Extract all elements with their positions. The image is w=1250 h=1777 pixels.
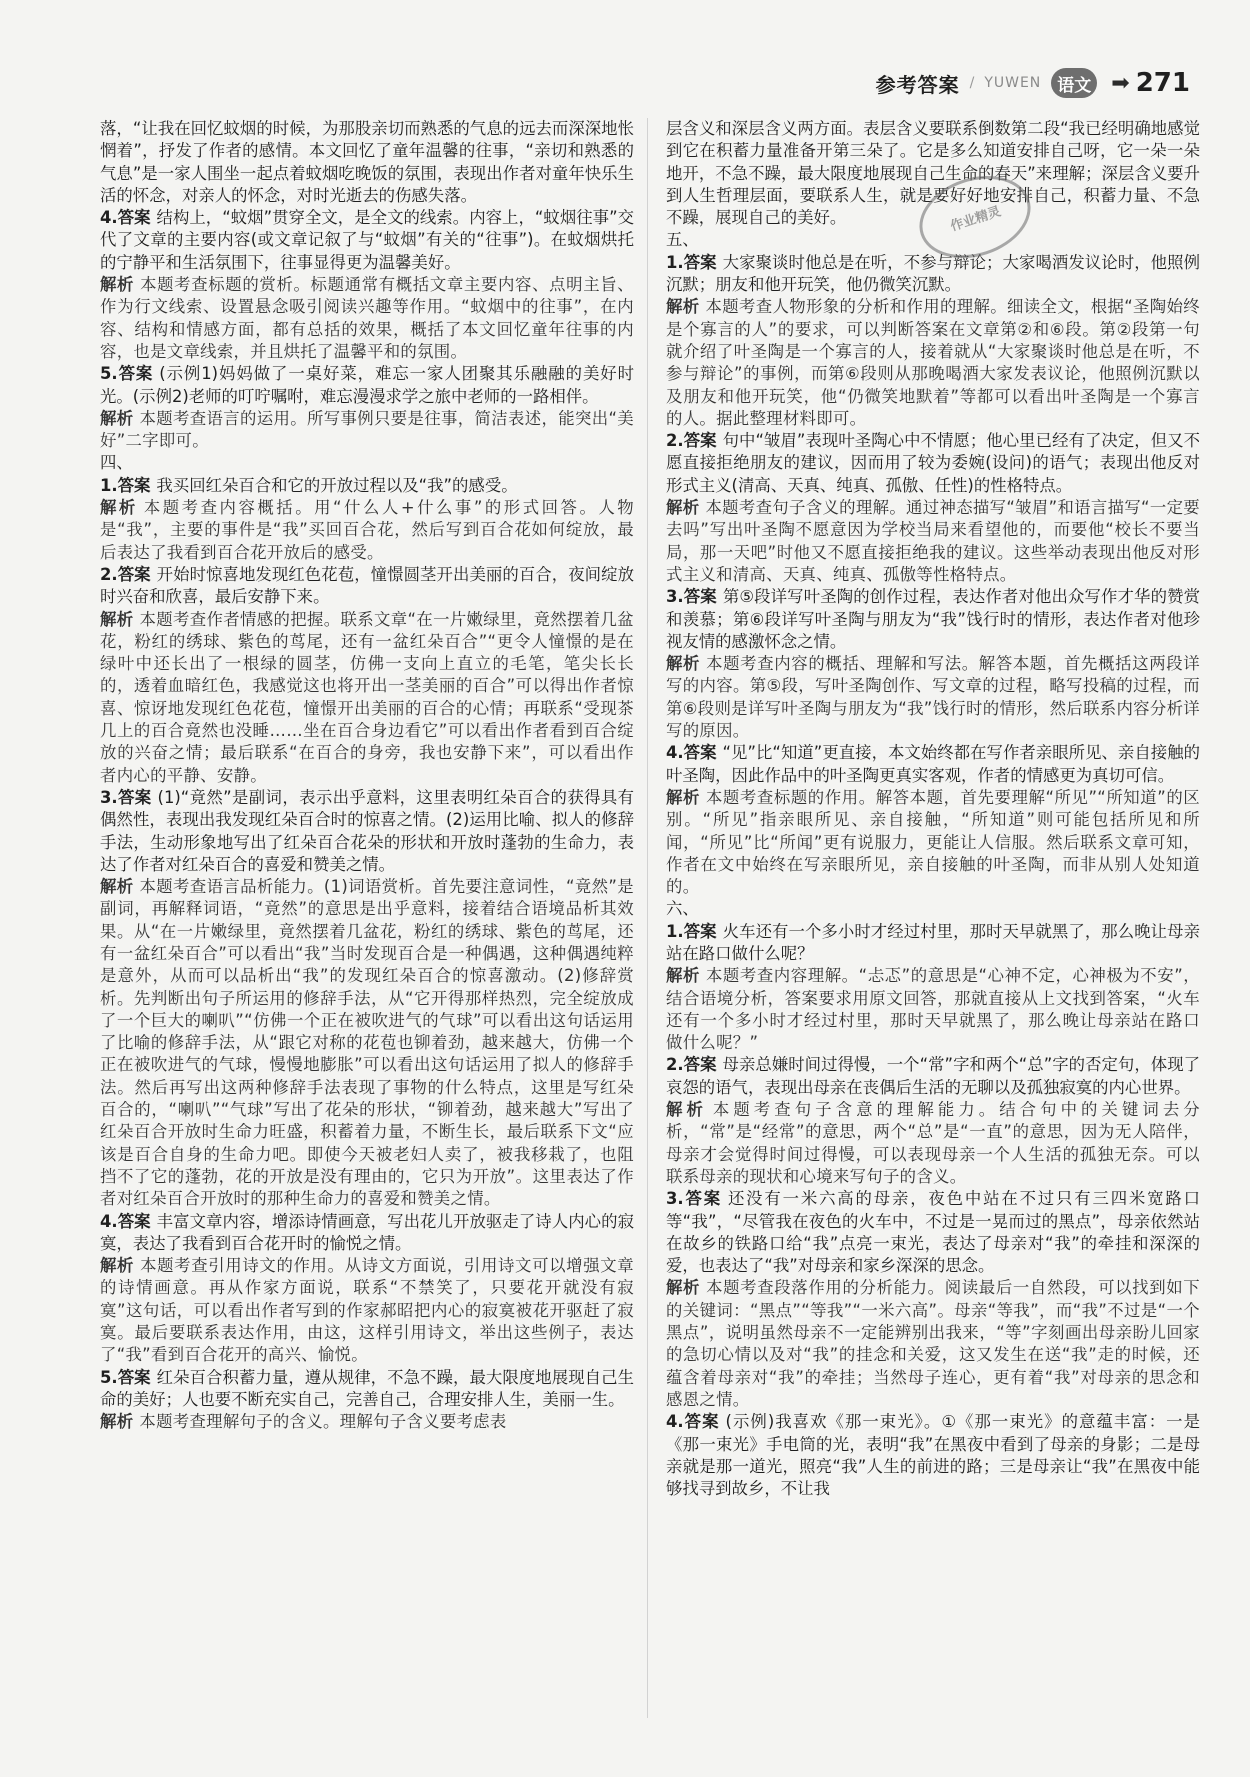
header-separator: / xyxy=(969,75,975,91)
question-5: 5.答案 (示例1)妈妈做了一桌好菜，难忘一家人团聚其乐融融的美好时光。(示例2)老师的叮咛嘱咐，难忘漫漫求学之旅中老师的一路相伴。 xyxy=(100,364,635,406)
s4-question-5-analysis: 解析 本题考查理解句子的含义。理解句子含义要考虑表 xyxy=(100,1412,507,1432)
s4-question-4-analysis: 解析 本题考查引用诗文的作用。从诗文方面说，引用诗文可以增强文章的诗情画意。再从作家方面说，联系“不禁笑了，只要花开就没有寂寞”这句话，可以看出作者写到的作家郝昭把内心的寂寞被花开驱赶了寂寞。最后要联系表达作用，由这，这样引用诗文，举出这些例子，表达了“我”看到百合花开的高兴、愉悦。 xyxy=(100,1256,634,1365)
right-column xyxy=(666,118,1200,1500)
s6-question-1-analysis: 解析 本题考查内容理解。“忐忑”的意思是“心神不定，心神极为不安”，结合语境分析，答案要求用原文回答，那就直接从上文找到答案，“火车还有一个多小时才经过村里，那时天早就黑了，那么晚让母亲站在路口做什么呢？” xyxy=(666,966,1200,1053)
s4-question-2: 2.答案 开始时惊喜地发现红色花苞，憧憬圆茎开出美丽的百合，夜间绽放时兴奋和欣喜，最后安静下来。 xyxy=(100,564,634,607)
s4-question-3: 3.答案 (1)“竟然”是副词，表示出乎意料，这里表明红朵百合的获得具有偶然性，表现出我发现红朵百合时的惊喜之情。(2)运用比喻、拟人的修辞手法，生动形象地写出了红朵百合花朵的形状和开放时蓬勃的生命力，表达了作者对红朵百合的喜爱和赞美之情。 xyxy=(100,787,634,874)
s4-question-3-analysis: 解析 本题考查语言品析能力。(1)词语赏析。首先要注意词性，“竟然”是副词，再解释词语，“竟然”的意思是出乎意料，接着结合语境品析其效果。从“在一片嫩绿里，竟然摆着几盆花，粉红的绣球、紫色的茑尾，还有一盆红朵百合”可以看出“我”当时发现百合是一种偶遇，这种偶遇纯粹是意外，从而可以品析出“我”的发现红朵百合的惊喜激动。(2)修辞赏析。先判断出句子所运用的修辞手法，从“它开得那样热烈，完全绽放成了一个巨大的喇叭”“仿佛一个正在被吹进气的气球”可以看出这句话运用了比喻的修辞手法，从“跟它对称的花苞也铆着劲，越来越大，仿佛一个正在被吹进气的气球，慢慢地膨胀”可以看出这句话运用了拟人的修辞手法。然后再写出这两种修辞手法表现了事物的什么特点，这里是写红朵百合的，“喇叭”“气球”写出了花朵的形状，“铆着劲，越来越大”写出了红朵百合开放时生命力旺盛，积蓄着力量，不断生长，最后联系下文“应该是百合自身的生命力吧。即使今天被老妇人卖了，被我移栽了，也阻挡不了它的蓬勃，花的开放是没有理由的，它只为开放”。这里表达了作者对红朵百合开放时的那种生命力的喜爱和赞美之情。 xyxy=(100,877,634,1209)
column-divider xyxy=(647,118,648,1718)
s6-question-2: 2.答案 母亲总嫌时间过得慢，一个“常”字和两个“总”字的否定句，体现了哀怨的语气，表现出母亲在丧偶后生活的无聊以及孤独寂寞的内心世界。 xyxy=(666,1055,1201,1097)
s5-question-3: 3.答案 第⑤段详写叶圣陶的创作过程，表达作者对他出众写作才华的赞赏和羡慕；第⑥段详写叶圣陶与朋友为“我”饯行时的情形，表达作者对他珍视友情的感激怀念之情。 xyxy=(666,587,1200,651)
section-4-heading: 四、 xyxy=(100,453,133,473)
s4-question-1: 1.答案 我买回红朵百合和它的开放过程以及“我”的感受。 xyxy=(100,475,518,495)
header-title: 参考答案 xyxy=(875,72,960,97)
s5-question-2: 2.答案 句中“皱眉”表现叶圣陶心中不情愿；他心里已经有了决定，但又不愿直接拒绝朋友的建议，因而用了较为委婉(设问)的语气；表现出他反对形式主义(清高、天真、纯真、孤傲、任性)的性格特点。 xyxy=(666,431,1200,495)
left-intro: 落，“让我在回忆蚊烟的时候，为那股亲切而熟悉的气息的远去而深深地怅惘着”，抒发了作者的感情。本文回忆了童年温馨的往事，“亲切和熟悉的气息”是一家人围坐一起点着蚊烟吃晚饭的氛围，表现出作者对童年快乐生活的怀念，对亲人的怀念，对时光逝去的伤感失落。 xyxy=(100,119,634,205)
s6-question-4: 4.答案 (示例)我喜欢《那一束光》。①《那一束光》的意蕴丰富：一是《那一束光》手电筒的光，表明“我”在黑夜中看到了母亲的身影；二是母亲就是那一道光，照亮“我”人生的前进的路；三是母亲让“我”在黑夜中能够找寻到故乡，不让我 xyxy=(666,1412,1200,1499)
page-header xyxy=(876,66,1190,100)
question-4: 4.答案 结构上，“蚊烟”贯穿全文，是全文的线索。内容上，“蚊烟往事”交代了文章的主要内容(或文章记叙了与“蚊烟”有关的“往事”)。在蚊烟烘托的宁静平和生活氛围下，往事显得更为温馨美好。 xyxy=(100,208,635,272)
header-english: YUWEN xyxy=(984,75,1042,91)
watermark-stamp: 作业精灵 xyxy=(909,162,1042,271)
question-4-analysis: 解析 本题考查标题的赏析。标题通常有概括文章主要内容、点明主旨、作为行文线索、设置悬念吸引阅读兴趣等作用。“蚊烟中的往事”，在内容、结构和情感方面，都有总括的效果，概括了本文回忆童年往事的内容，也是文章线索，并且烘托了温馨平和的氛围。 xyxy=(100,275,634,361)
s5-question-3-analysis: 解析 本题考查内容的概括、理解和写法。解答本题，首先概括这两段详写的内容。第⑤段，写叶圣陶创作、写文章的过程，略写投稿的过程，而第⑥段则是详写叶圣陶与朋友为“我”饯行时的情形，然后联系内容分析详写的原因。 xyxy=(666,654,1200,741)
s5-question-1-analysis: 解析 本题考查人物形象的分析和作用的理解。细读全文，根据“圣陶始终是个寡言的人”的要求，可以判断答案在文章第②和⑥段。第②段第一句就介绍了叶圣陶是一个寡言的人，接着就从“大家聚谈时他总是在听，不参与辩论”的事例，而第⑥段则从那晚喝酒大家发表议论，他照例沉默以及朋友和他开玩笑，他“仍微笑地默着”等都可以看出叶圣陶是一个寡言的人。据此整理材料即可。 xyxy=(666,297,1200,428)
s4-question-5: 5.答案 红朵百合积蓄力量，遵从规律，不急不躁，最大限度地展现自己生命的美好；人也要不断充实自己，完善自己，合理安排人生，美丽一生。 xyxy=(100,1367,634,1409)
section-6-heading: 六、 xyxy=(666,899,699,919)
question-5-analysis: 解析 本题考查语言的运用。所写事例只要是往事，简洁表述，能突出“美好”二字即可。 xyxy=(100,408,634,451)
s5-question-2-analysis: 解析 本题考查句子含义的理解。通过神态描写“皱眉”和语言描写“一定要去吗”写出叶圣陶不愿意因为学校当局来看望他的，而要他“校长不要当局，那一天吧”时他又不愿直接拒绝我的建议。这些举动表现出他反对形式主义和清高、天真、纯真、孤傲等性格特点。 xyxy=(666,498,1200,584)
left-column xyxy=(100,118,634,1434)
s5-question-1: 1.答案 大家聚谈时他总是在听，不参与辩论；大家喝酒发议论时，他照例沉默；朋友和他开玩笑，他仍微笑沉默。 xyxy=(666,252,1200,295)
s4-question-1-analysis: 解析 本题考查内容概括。用“什么人+什么事”的形式回答。人物是“我”，主要的事件是“我”买回百合花，然后写到百合花如何绽放，最后表达了我看到百合花开放后的感受。 xyxy=(100,498,634,562)
page-number: 271 xyxy=(1135,68,1190,98)
s4-question-2-analysis: 解析 本题考查作者情感的把握。联系文章“在一片嫩绿里，竟然摆着几盆花，粉红的绣球、紫色的茑尾，还有一盆红朵百合”“更令人憧憬的是在绿叶中还长出了一根绿的圆茎，仿佛一支向上直立的毛笔，笔尖长长的，透着血暗红色，我感觉这也将开出一茎美丽的百合”可以得出作者惊喜、惊讶地发现红色花苞，憧憬开出美丽的百合的心情；再联系“受现茶几上的百合竟然也没睡……坐在百合身边看它”可以看出作者看到百合绽放的兴奋之情；最后联系“在百合的身旁，我也安静下来”，可以看出作者内心的平静、安静。 xyxy=(100,609,634,785)
s6-question-1: 1.答案 火车还有一个多小时才经过村里，那时天早就黑了，那么晚让母亲站在路口做什么呢？ xyxy=(666,921,1200,963)
s5-question-4: 4.答案 “见”比“知道”更直接，本文始终都在写作者亲眼所见、亲自接触的叶圣陶，因此作品中的叶圣陶更真实客观，作者的情感更为真切可信。 xyxy=(666,743,1201,785)
right-intro: 层含义和深层含义两方面。表层含义要联系倒数第二段“我已经明确地感觉到它在积蓄力量准备开第三朵了。它是多么知道安排自己呀，它一朵一朵地开，不急不躁，最大限度地展现自己生命的春天”来理解；深层含义要升到人生哲理层面，要联系人生，就是要好好地安排自己，积蓄力量、不急不躁，展现自己的美好。 xyxy=(666,119,1200,228)
section-5-heading: 五、 xyxy=(666,230,699,250)
arrow-right-icon: ➡ xyxy=(1111,70,1130,96)
s4-question-4: 4.答案 丰富文章内容，增添诗情画意，写出花儿开放驱走了诗人内心的寂寞，表达了我看到百合花开时的愉悦之情。 xyxy=(100,1211,634,1253)
s6-question-2-analysis: 解析 本题考查句子含意的理解能力。结合句中的关键词去分析，“常”是“经常”的意思，两个“总”是“一直”的意思，因为无人陪伴，母亲才会觉得时间过得慢，可以表现母亲一个人生活的孤独无奈。可以联系母亲的现状和心境来写句子的含义。 xyxy=(666,1100,1200,1186)
s6-question-3: 3.答案 还没有一米六高的母亲，夜色中站在不过只有三四米宽路口等“我”，“尽管我在夜色的火车中，不过是一晃而过的黑点”，母亲依然站在故乡的铁路口给“我”点亮一束光，表达了母亲对“我”的牵挂和深深的爱，也表达了“我”对母亲和家乡深深的思念。 xyxy=(666,1189,1201,1276)
subject-badge: 语文 xyxy=(1051,68,1097,98)
s5-question-4-analysis: 解析 本题考查标题的作用。解答本题，首先要理解“所见”“所知道”的区别。“所见”指亲眼所见、亲自接触，“所知道”则可能包括所见和所闻，“所见”比“所闻”更有说服力，更能让人信服。然后联系文章可知，作者在文中始终在写亲眼所见，亲自接触的叶圣陶，而非从别人处知道的。 xyxy=(666,787,1200,897)
s6-question-3-analysis: 解析 本题考查段落作用的分析能力。阅读最后一自然段，可以找到如下的关键词：“黑点”“等我”“一米六高”。母亲“等我”，而“我”不过是“一个黑点”，说明虽然母亲不一定能辨别出我来，“等”字刻画出母亲盼儿回家的急切心情以及对“我”的挂念和关爱，这又发生在送“我”走的时候，还蕴含着母亲对“我”的牵挂；当然母子连心，更有着“我”对母亲的思念和感恩之情。 xyxy=(666,1278,1200,1409)
